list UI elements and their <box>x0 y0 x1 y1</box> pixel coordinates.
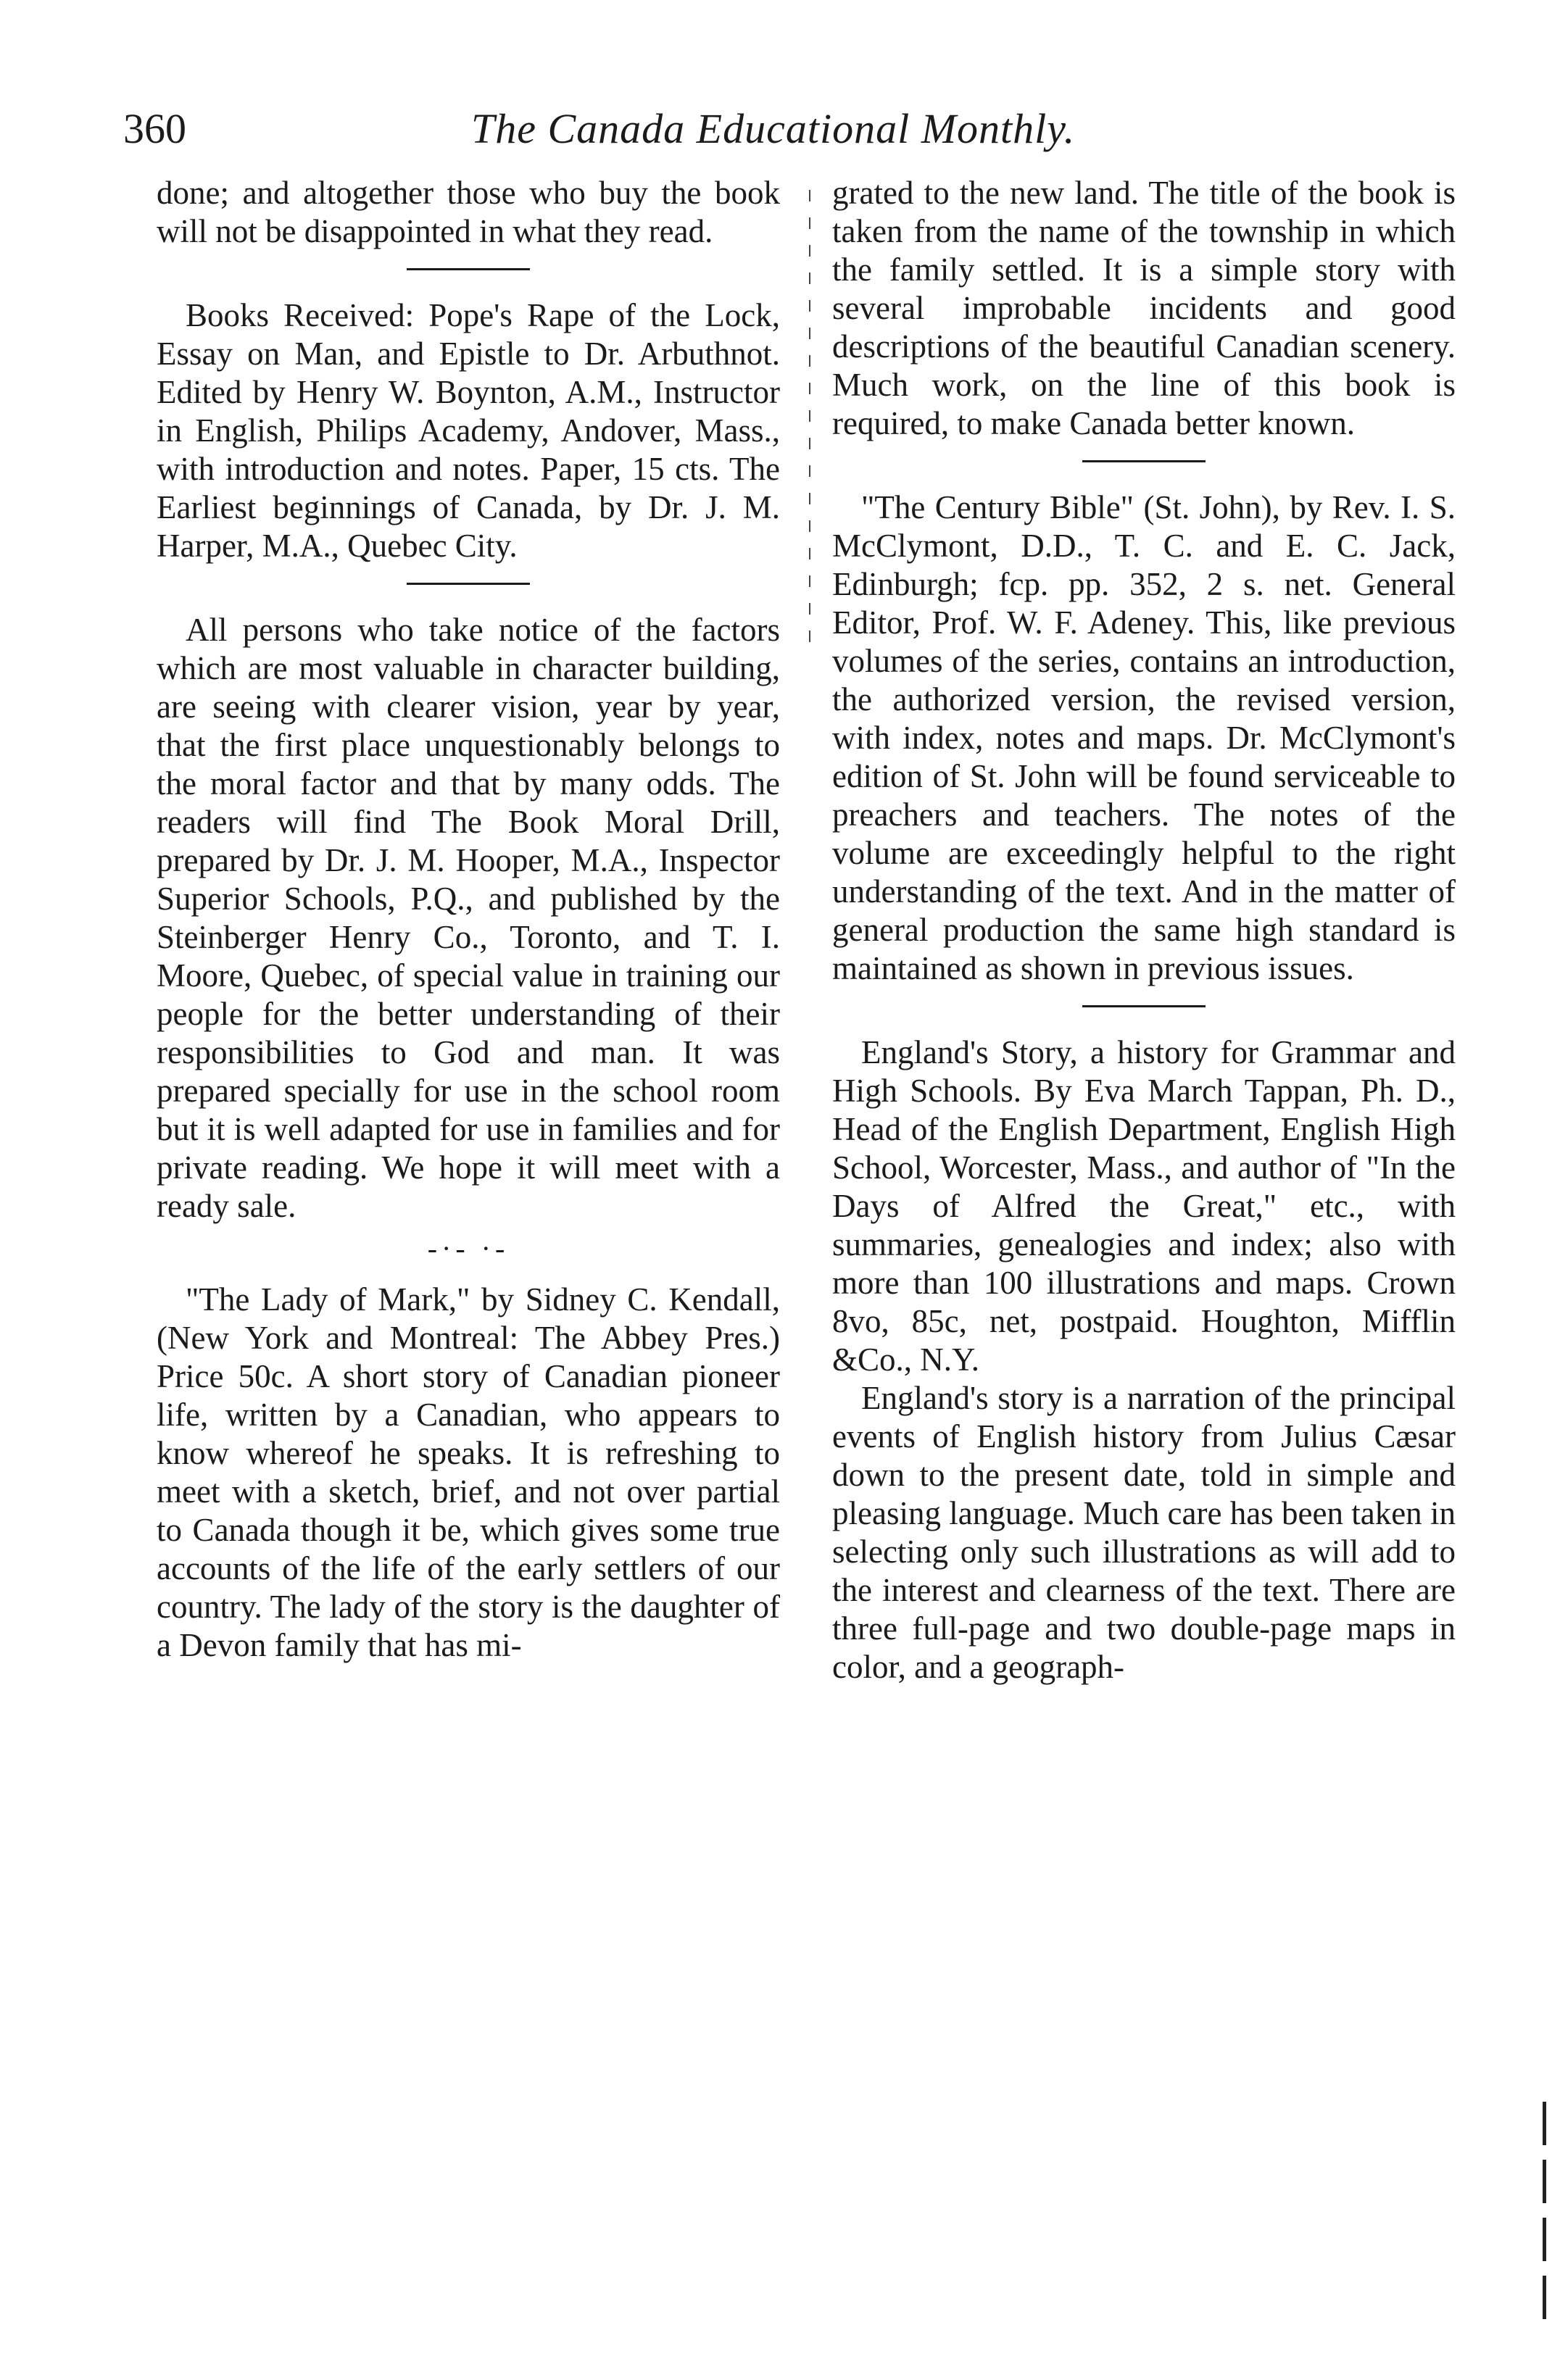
paragraph-books-received: Books Received: Pope's Rape of the Lock, Essay on Man, and Epistle to Dr. Arbuthnot. Edited by Henry W. Boynton, A.M., Instructor in English, Philips Academy, Andover, Mass., with introduction and notes. Paper, 15 cts. The Earliest beginnings of Canada, by Dr. J. M. Harper, M.A., Quebec City. <box>157 297 780 564</box>
section-rule <box>407 583 530 585</box>
section-rule <box>1082 1005 1206 1007</box>
paragraph-lady-of-mark-continued: grated to the new land. The title of the book is taken from the name of the township in which the family settled. It is a simple story with several improbable incidents and good descriptions of the beautiful Canadian scenery. Much work, on the line of this book is required, to make Canada better known. <box>832 175 1456 441</box>
section-rule <box>407 268 530 270</box>
section-ornament: -·- ·- <box>427 1232 510 1265</box>
page-number: 360 <box>123 105 186 152</box>
paragraph-englands-story-review: England's story is a narration of the principal events of English history from Julius Cæsar down to the present date, told in simple and pleasing language. Much care has been taken in selecting only such illustrations as will add to the interest and clearness of the text. There are three full-page and two double-page maps in color, and a geograph- <box>832 1380 1456 1685</box>
paragraph-moral-drill: All persons who take notice of the factors which are most valuable in character building, are seeing with clearer vision, year by year, that the first place unquestionably belongs to the moral factor and that by many odds. The readers will find The Book Moral Drill, prepared by Dr. J. M. Hooper, M.A., Inspector Superior Schools, P.Q., and published by the Steinberger Henry Co., Toronto, and T. I. Moore, Quebec, of special value in training our people for the better understanding of their responsibilities to God and man. It was prepared specially for use in the school room but it is well adapted for use in families and for private reading. We hope it will meet with a ready sale. <box>157 612 780 1224</box>
left-column <box>157 174 780 1665</box>
paragraph-century-bible: "The Century Bible" (St. John), by Rev. I. S. McClymont, D.D., T. C. and E. C. Jack, Edinburgh; fcp. pp. 352, 2 s. net. General Editor, Prof. W. F. Adeney. This, like previous volumes of the series, contains an introduction, the authorized version, the revised version, with index, notes and maps. Dr. McClymont's edition of St. John will be found serviceable to preachers and teachers. The notes of the volume are exceedingly helpful to the right understanding of the text. And in the matter of general production the same high standard is maintained as shown in previous issues. <box>832 489 1456 986</box>
journal-title: The Canada Educational Monthly. <box>471 105 1076 152</box>
page-edge-mark <box>1543 2102 1546 2319</box>
section-rule <box>1082 460 1206 462</box>
paragraph-book-review-ending: done; and altogether those who buy the book will not be disappointed in what they read. <box>157 175 780 249</box>
column-divider <box>809 190 810 646</box>
paragraph-englands-story-listing: England's Story, a history for Grammar and High Schools. By Eva March Tappan, Ph. D., Head of the English Department, English High School, Worcester, Mass., and author of "In the Days of Alfred the Great," etc., with summaries, genealogies and index; also with more than 100 illustrations and maps. Crown 8vo, 85c, net, postpaid. Houghton, Mifflin &Co., N.Y. <box>832 1034 1456 1378</box>
right-column <box>832 174 1456 1686</box>
paragraph-lady-of-mark: "The Lady of Mark," by Sidney C. Kendall, (New York and Montreal: The Abbey Pres.) Price 50c. A short story of Canadian pioneer life, written by a Canadian, who appears to know whereof he speaks. It is refreshing to meet with a sketch, brief, and not over partial to Canada though it be, which gives some true accounts of the life of the early settlers of our country. The lady of the story is the daughter of a Devon family that has mi- <box>157 1281 780 1663</box>
page-header <box>123 100 1138 158</box>
